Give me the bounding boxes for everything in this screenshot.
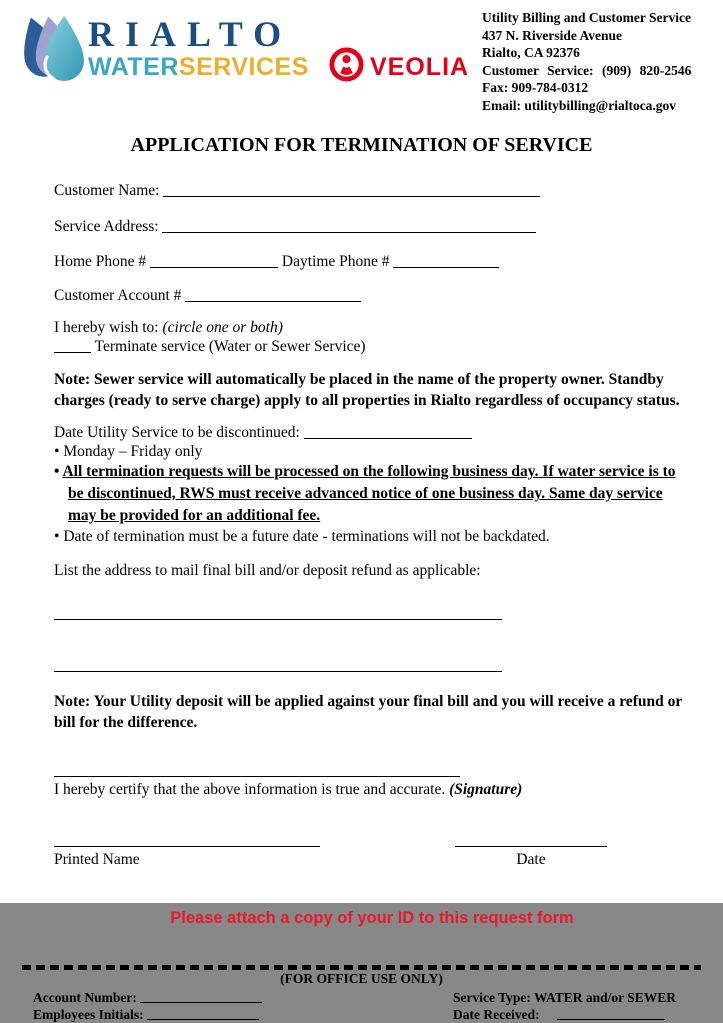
wish-row (54, 318, 690, 337)
form-body (0, 181, 723, 928)
customer-name-row (54, 181, 690, 200)
contact-line-fax: Fax: 909-784-0312 (482, 80, 589, 95)
mail-address-fill-line-1[interactable] (54, 605, 502, 620)
office-use-right-column (453, 989, 676, 1023)
mail-address-label: List the address to mail final bill and/or deposit refund as applicable: (54, 562, 481, 579)
deposit-note: Note: Your Utility deposit will be applied against your final bill and you will receive a refund or bill for the difference. (54, 693, 682, 731)
terminate-option-row (54, 337, 690, 356)
certify-text: I hereby certify that the above information is true and accurate. (54, 781, 446, 798)
services-logo-text: SERVICES (178, 53, 309, 81)
date-block (455, 831, 607, 869)
office-use-header: (FOR OFFICE USE ONLY) (280, 971, 443, 986)
office-use-left-column (33, 989, 453, 1023)
bullet-future-text: Date of termination must be a future date - terminations will not be backdated. (63, 528, 550, 545)
dashed-divider (22, 965, 701, 970)
customer-account-row (54, 286, 690, 305)
certify-signature-label: (Signature) (449, 781, 523, 798)
employees-initials-row (33, 1006, 453, 1023)
certify-row (54, 780, 690, 799)
customer-account-fill-line[interactable] (185, 287, 361, 302)
bullet-processing-text: All termination requests will be processed on the following business day. If water service is to be discontinued, RWS must receive advanced notice of one business day. Same day service may be provided for an additional fee. (62, 463, 676, 524)
veolia-logo (328, 46, 469, 88)
date-label: Date (516, 851, 546, 868)
account-number-row (33, 989, 453, 1006)
contact-line-city: Rialto, CA 92376 (482, 45, 580, 60)
date-discontinued-fill-line[interactable] (304, 424, 472, 439)
bullet-monday-text: Monday – Friday only (63, 443, 203, 460)
sewer-note: Note: Sewer service will automatically be placed in the name of the property owner. Standby charges (ready to serve charge) apply to all properties in Rialto regardless of occupancy status. (54, 371, 680, 409)
date-received-label: Date Received: (453, 1007, 540, 1022)
contact-line-phone: Customer Service: (909) 820-2546 (482, 62, 692, 78)
date-fill-line[interactable] (455, 832, 607, 847)
contact-line-email: Email: utilitybilling@rialtoca.gov (482, 97, 677, 113)
bullet-processing (54, 461, 690, 527)
printed-name-label: Printed Name (54, 851, 140, 868)
customer-name-label: Customer Name: (54, 182, 160, 199)
mail-address-row-1 (54, 604, 690, 623)
water-drops-icon (16, 12, 88, 95)
veolia-icon (328, 46, 365, 88)
service-address-label: Service Address: (54, 218, 159, 235)
printed-name-date-row (54, 831, 690, 869)
service-type-label: Service Type: WATER and/or SEWER (453, 990, 677, 1005)
contact-info (482, 9, 720, 114)
rialto-wordmark (88, 14, 309, 80)
wish-label: I hereby wish to: (54, 319, 159, 336)
water-logo-text: WATER (88, 53, 179, 81)
bullet-monday-friday (54, 442, 690, 461)
bullet-future-date (54, 527, 690, 546)
signature-fill-line[interactable] (54, 762, 460, 777)
service-address-fill-line[interactable] (162, 218, 536, 233)
attach-id-notice: Please attach a copy of your ID to this request form (170, 909, 574, 927)
printed-name-block (54, 831, 320, 869)
wish-instruction: (circle one or both) (162, 319, 283, 336)
terminate-option-label: Terminate service (Water or Sewer Service) (94, 338, 366, 355)
page-title: APPLICATION FOR TERMINATION OF SERVICE (130, 134, 593, 156)
daytime-phone-fill-line[interactable] (393, 253, 499, 268)
bullet-icon: • (54, 463, 63, 480)
home-phone-fill-line[interactable] (150, 253, 278, 268)
service-address-row (54, 217, 690, 236)
mail-address-row-2 (54, 656, 690, 675)
bullet-icon: • (54, 443, 64, 460)
waterservices-logo-text (88, 54, 309, 80)
date-discontinued-row (54, 423, 690, 442)
employees-initials-fill-line[interactable] (147, 1008, 259, 1020)
daytime-phone-label: Daytime Phone # (281, 253, 390, 270)
office-use-section (0, 987, 723, 1023)
signature-row (54, 761, 690, 780)
customer-account-label: Customer Account # (54, 287, 182, 304)
header (0, 0, 723, 118)
home-phone-label: Home Phone # (54, 253, 147, 270)
phone-row (54, 252, 690, 271)
mail-address-fill-line-2[interactable] (54, 657, 502, 672)
veolia-logo-text: VEOLIA (370, 52, 470, 81)
rialto-logo-text: RIALTO (88, 14, 293, 54)
date-discontinued-label: Date Utility Service to be discontinued: (54, 424, 300, 441)
date-received-row (453, 1006, 676, 1023)
bullet-icon: • (54, 528, 64, 545)
printed-name-fill-line[interactable] (54, 832, 320, 847)
account-number-fill-line[interactable] (140, 991, 262, 1003)
terminate-option-fill-line[interactable] (54, 338, 91, 353)
date-received-fill-line[interactable] (557, 1008, 665, 1020)
contact-line-street: 437 N. Riverside Avenue (482, 27, 622, 43)
account-number-label: Account Number: (33, 990, 137, 1005)
contact-line-department: Utility Billing and Customer Service (482, 10, 691, 25)
customer-name-fill-line[interactable] (163, 182, 540, 197)
employees-initials-label: Employees Initials: (33, 1007, 144, 1022)
